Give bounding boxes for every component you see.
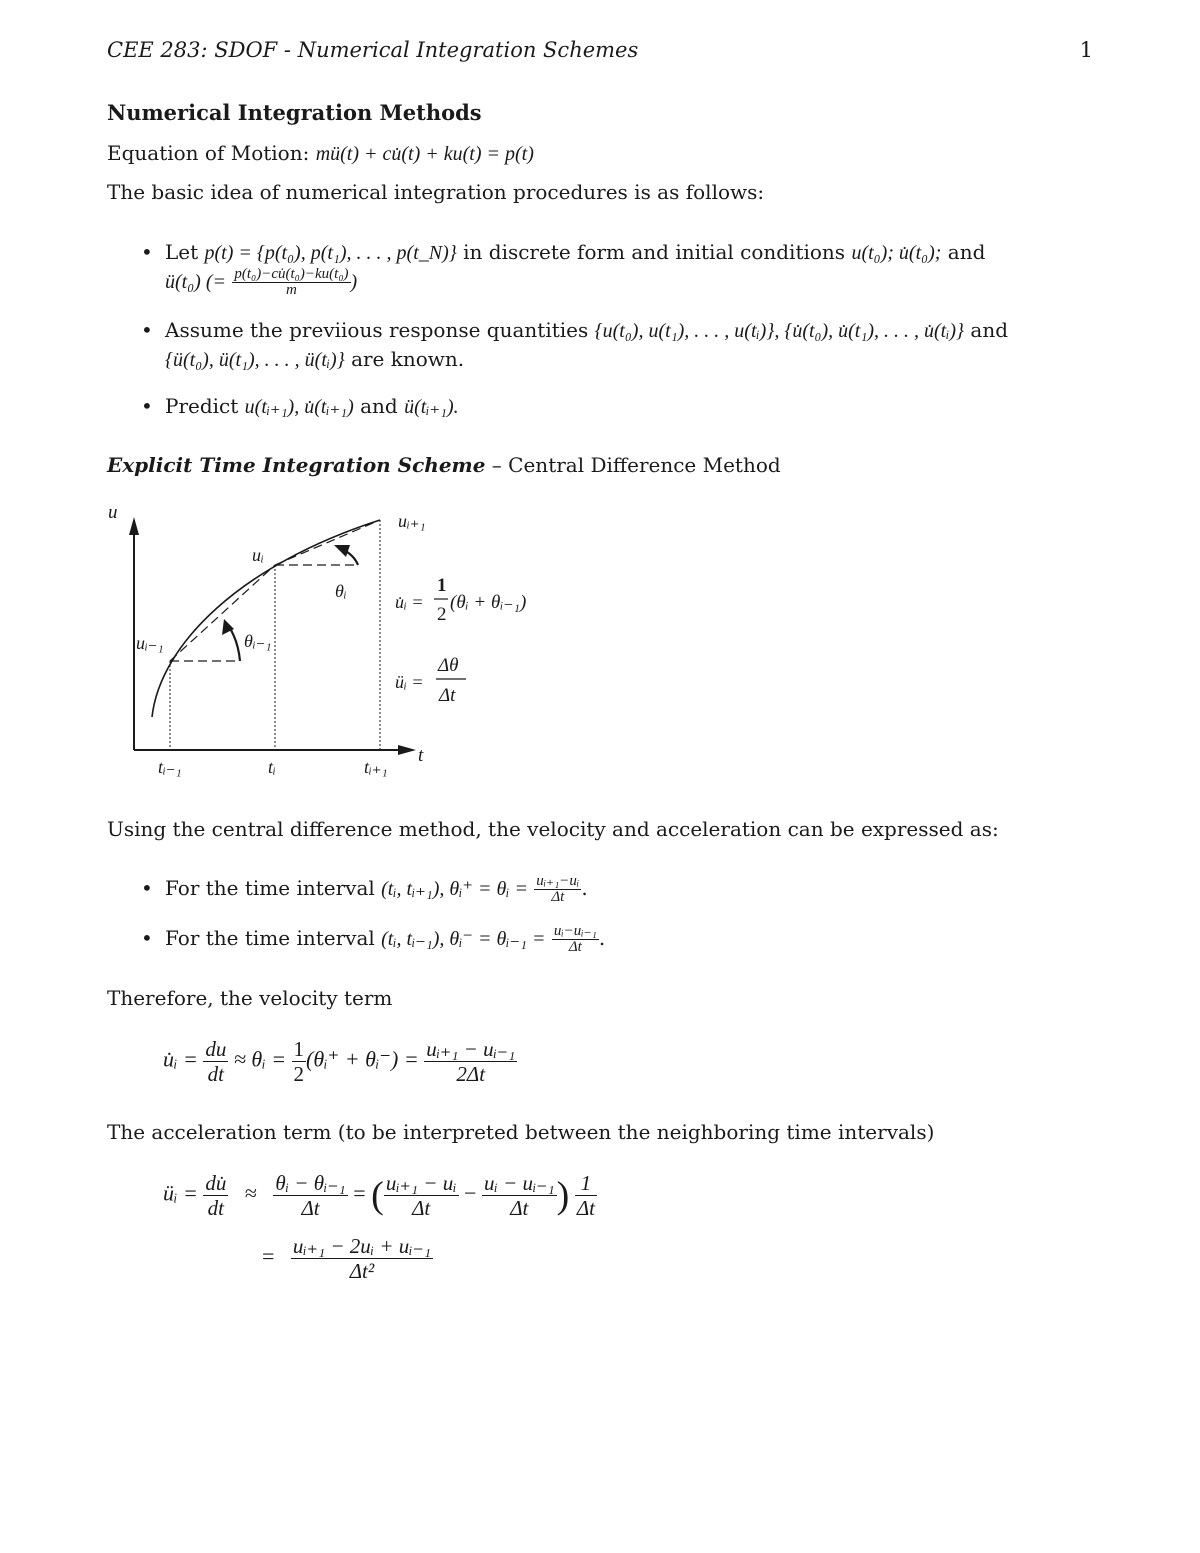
label-theta-im1: θᵢ₋₁	[244, 631, 272, 651]
fraction-denominator: dt	[207, 1062, 224, 1086]
chord-next	[275, 520, 380, 565]
fraction-denominator: m	[286, 282, 297, 298]
acceleration-intro: The acceleration term (to be interpreted between the neighboring time intervals)	[107, 1120, 935, 1144]
fig-vel-den: 2	[437, 604, 447, 625]
label-theta-i: θᵢ	[335, 581, 347, 601]
backward-diff-fraction	[482, 1171, 557, 1220]
label-u-im1: uᵢ₋₁	[136, 633, 164, 653]
bullet-text: For the time interval	[165, 876, 375, 900]
eom-formula: mü(t) + cu̇(t) + ku(t) = p(t)	[315, 143, 534, 165]
bullet-text: in discrete form and initial conditions	[463, 240, 846, 264]
bullet-assume	[165, 316, 1095, 374]
open-paren: (	[371, 1174, 384, 1217]
bullet-math: (tᵢ, tᵢ₋₁), θᵢ⁻ = θᵢ₋₁ =	[381, 928, 546, 950]
bullet-math: )	[350, 271, 358, 293]
bullet-text: Predict	[165, 394, 239, 418]
bullet-text: and	[947, 240, 986, 264]
central-difference-intro: Using the central difference method, the velocity and acceleration can be expressed as:	[107, 817, 999, 841]
fraction-numerator: du	[205, 1037, 227, 1061]
eq-mid: ≈ θᵢ =	[233, 1046, 287, 1072]
equation-of-motion	[107, 139, 534, 168]
equals-symbol: =	[262, 1243, 275, 1269]
fraction-denominator: Δt	[412, 1196, 431, 1220]
heading-rest: – Central Difference Method	[485, 453, 781, 477]
section-heading-numerical-integration: Numerical Integration Methods	[107, 100, 482, 125]
close-paren: )	[556, 1174, 570, 1217]
fig-vel-lhs: u̇ᵢ =	[395, 592, 424, 612]
fraction-numerator: du̇	[205, 1171, 227, 1195]
fraction-denominator: Δt	[551, 889, 565, 905]
fraction-denominator: 2	[293, 1062, 305, 1086]
fraction-denominator: dt	[207, 1196, 224, 1220]
bullet-math: ü(tᵢ₊₁).	[404, 396, 459, 418]
label-t-i: tᵢ	[268, 757, 276, 777]
bullet-text: For the time interval	[165, 926, 375, 950]
fraction-numerator: uᵢ₊₁ − 2uᵢ + uᵢ₋₁	[292, 1234, 432, 1258]
t-axis-label: t	[418, 745, 424, 766]
u-axis-arrow	[129, 517, 139, 535]
second-difference-fraction	[291, 1234, 433, 1283]
fraction-numerator: uᵢ₊₁ − uᵢ	[385, 1171, 457, 1195]
initial-accel-fraction	[232, 267, 350, 298]
equals-symbol: =	[353, 1180, 366, 1206]
fraction-denominator: Δt	[301, 1196, 320, 1220]
theta-i-fraction	[534, 874, 581, 905]
fraction-numerator: 1	[575, 1171, 597, 1196]
bullet-forward-interval: • For the time interval (tᵢ, tᵢ₊₁), θᵢ⁺ = θᵢ = $\frac{\text{uᵢ₊₁−uᵢ}}{\Delta t}$ .	[165, 874, 588, 905]
acceleration-equation-line1	[163, 1171, 597, 1220]
fraction-denominator: 2Δt	[456, 1062, 486, 1086]
label-t-ip1: tᵢ₊₁	[364, 757, 388, 777]
eq-lhs: üᵢ =	[163, 1180, 198, 1206]
bullet-text: are known.	[351, 347, 465, 371]
fraction-numerator: θᵢ − θᵢ₋₁	[275, 1171, 346, 1195]
approx-symbol: ≈	[244, 1180, 257, 1206]
intro-paragraph: The basic idea of numerical integration procedures is as follows:	[107, 180, 765, 204]
bullet-let	[165, 238, 1095, 298]
theta-i-arrowhead	[334, 545, 350, 557]
bullet-text: and	[970, 318, 1008, 342]
t-axis-arrow	[398, 745, 416, 755]
fig-acc-lhs: üᵢ =	[395, 672, 424, 692]
bullet-text: and	[360, 394, 398, 418]
page-header: CEE 283: SDOF - Numerical Integration Schemes	[107, 38, 639, 62]
central-difference-figure	[100, 495, 580, 795]
fraction-denominator: Δt	[510, 1196, 529, 1220]
velocity-equation	[163, 1037, 517, 1086]
bullet-text: Let	[165, 240, 199, 264]
fig-vel-num: 1	[437, 575, 447, 596]
bullet-backward-interval: • For the time interval (tᵢ, tᵢ₋₁), θᵢ⁻ = θᵢ₋₁ = $\frac{\text{uᵢ−uᵢ₋₁}}{\Delta t}$ .	[165, 924, 605, 955]
heading-bold: Explicit Time Integration Scheme	[107, 453, 486, 477]
fraction-numerator: uᵢ₊₁ − uᵢ₋₁	[426, 1037, 516, 1061]
label-u-i: uᵢ	[252, 545, 264, 565]
du-dt-fraction	[203, 1037, 228, 1086]
minus-symbol: −	[464, 1180, 477, 1206]
velocity-intro: Therefore, the velocity term	[107, 986, 393, 1010]
fraction-numerator: uᵢ₊₁−uᵢ	[536, 873, 580, 889]
label-t-im1: tᵢ₋₁	[158, 757, 182, 777]
bullet-predict	[165, 392, 459, 421]
label-u-ip1: uᵢ₊₁	[398, 511, 426, 531]
eq-mid: (θᵢ⁺ + θᵢ⁻) =	[306, 1046, 419, 1072]
fraction-numerator: 1	[293, 1037, 305, 1061]
fraction-denominator: Δt	[568, 939, 582, 955]
acceleration-equation-line2	[262, 1234, 433, 1283]
fraction-denominator: Δt²	[349, 1259, 375, 1283]
forward-diff-fraction	[384, 1171, 459, 1220]
fraction-numerator: uᵢ − uᵢ₋₁	[483, 1171, 555, 1195]
dudot-dt-fraction	[203, 1171, 228, 1220]
bullet-math: (tᵢ, tᵢ₊₁), θᵢ⁺ = θᵢ =	[381, 878, 528, 900]
fig-acc-den: Δt	[439, 685, 456, 706]
theta-diff-fraction	[273, 1171, 347, 1220]
bullet-text: Assume the previious response quantities	[165, 318, 589, 342]
eom-label: Equation of Motion:	[107, 141, 310, 165]
bullet-math: {u(t₀), u(t₁), . . . , u(tᵢ)}, {u̇(t₀), u̇(t₁), . . . , u̇(tᵢ)}	[594, 320, 965, 342]
fig-acc-num: Δθ	[438, 655, 459, 676]
central-velocity-fraction	[424, 1037, 517, 1086]
section-heading-explicit	[107, 451, 781, 479]
bullet-math: p(t) = {p(t₀), p(t₁), . . . , p(t_N)}	[204, 242, 457, 264]
half-fraction	[292, 1037, 307, 1086]
fig-vel-rhs: (θᵢ + θᵢ₋₁)	[450, 592, 527, 613]
bullet-math: u(tᵢ₊₁), u̇(tᵢ₊₁)	[244, 396, 354, 418]
bullet-math: ü(t₀) (=	[165, 271, 226, 293]
theta-im1-fraction	[552, 924, 599, 955]
inverse-dt-fraction	[575, 1171, 597, 1220]
fraction-numerator: p(t₀)−cu̇(t₀)−ku(t₀)	[234, 266, 349, 282]
eq-lhs: u̇ᵢ =	[163, 1046, 198, 1072]
bullet-math: {ü(t₀), ü(t₁), . . . , ü(tᵢ)}	[165, 349, 345, 371]
page-number: 1	[1079, 38, 1093, 62]
fraction-numerator: uᵢ−uᵢ₋₁	[553, 923, 597, 939]
bullet-math: u(t₀); u̇(t₀);	[851, 242, 942, 264]
fraction-denominator: Δt	[576, 1196, 595, 1220]
u-axis-label: u	[108, 502, 118, 523]
